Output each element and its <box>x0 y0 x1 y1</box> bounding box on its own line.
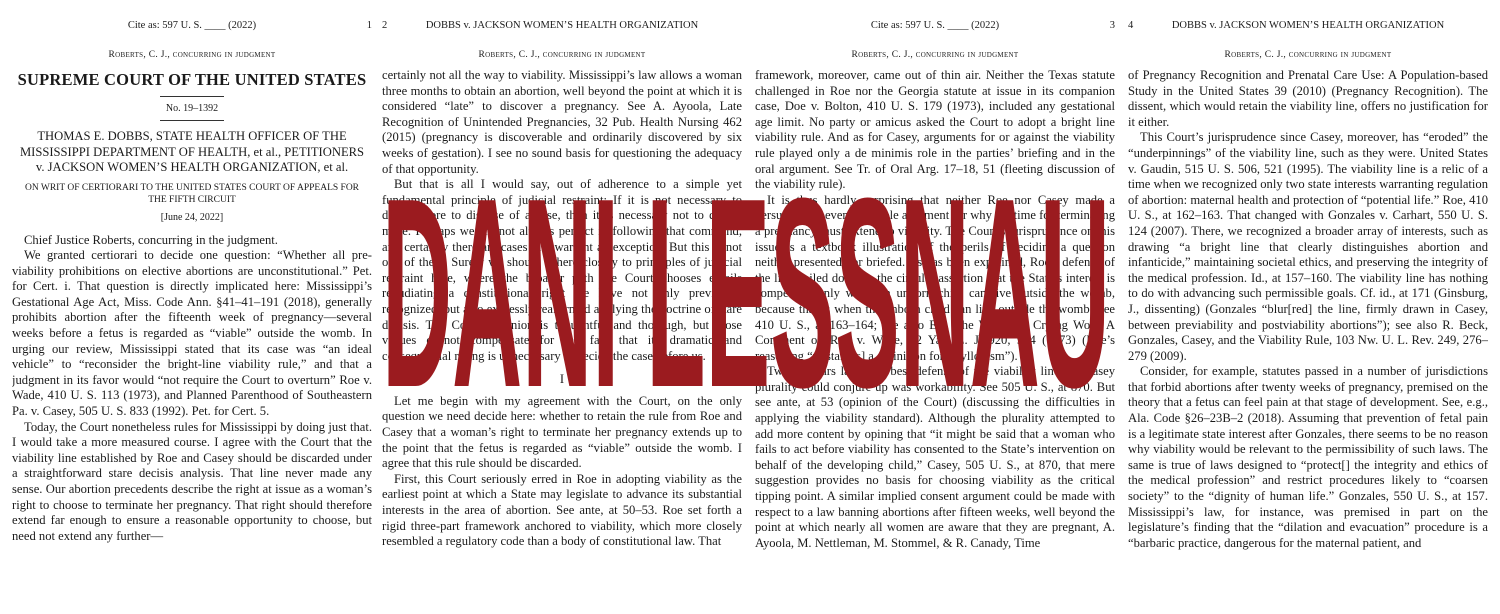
case-name-header: DOBBS v. JACKSON WOMEN’S HEALTH ORGANIZATION <box>1171 20 1445 31</box>
paragraph: Twenty years later, the best defense of the viability line the Casey plurality could conjure up was workability. See 505 U. S., at 870. But see ante, at 53 (opinion of the Court) (discussing the difficulties in applying the viability standard). Although the plurality attempted to add more content by opining that “it might be said that a woman who fails to act before viability has consented to the State’s intervention on behalf of the developing child,” Casey, 505 U. S., at 870, that mere suggestion provides no basis for choosing viability as the critical tipping point. A similar implied consent argument could be made with respect to a law banning abortions after fifteen weeks, well beyond the point at which nearly all women are aware that they are pregnant, A. Ayoola, M. Nettleman, M. Stommel, & R. Canady, Time <box>755 364 1115 550</box>
page-number: 4 <box>1128 20 1134 31</box>
paragraph: Chief Justice Roberts, concurring in the judgment. <box>24 232 278 247</box>
page-header <box>1128 20 1488 42</box>
concurrence-subheader: Roberts, C. J., concurring in judgment <box>1224 50 1392 60</box>
case-parties: THOMAS E. DOBBS, STATE HEALTH OFFICER OF THE MISSISSIPPI DEPARTMENT OF HEALTH, et al., PETITIONERS v. JACKSON WOMEN’S HEALTH ORGANIZATION, et al. <box>19 129 365 174</box>
paragraph: Today, the Court nonetheless rules for Mississippi by doing just that. I would take a more measured course. I agree with the Court that the viability line established by Roe and Casey should be discarded under a straightforward stare decisis analysis. That line never made any sense. Our abortion precedents describe the right at issue as a woman’s right to choose to terminate her pregnancy. That right should therefore extend far enough to ensure a reasonable opportunity to choose, but need not extend any further— <box>12 419 372 543</box>
page-number: 2 <box>382 20 388 31</box>
watermark-graphic <box>374 168 1118 408</box>
concurrence-subheader: Roberts, C. J., concurring in judgment <box>851 50 1019 60</box>
author-watermark <box>374 168 1118 408</box>
paragraph: certainly not all the way to viability. Mississippi’s law allows a woman three months to obtain an abortion, well beyond the point at which it is considered “late” to discover a pregnancy. See A. Ayoola, Late Recognition of Unintended Pregnancies, 32 Pub. Health Nursing 462 (2015) (pregnancy is discoverable and ordinarily discovered by six weeks of gestation). I see no sound basis for questioning the adequacy of that opportunity. <box>382 68 742 176</box>
paragraph: of Pregnancy Recognition and Prenatal Care Use: A Population-based Study in the United States 39 (2010) (Pregnancy Recognition). The dissent, which would retain the viability line, offers no justification for it either. <box>1128 68 1488 129</box>
court-title: SUPREME COURT OF THE UNITED STATES <box>17 70 367 89</box>
concurrence-subheader: Roberts, C. J., concurring in judgment <box>108 50 276 60</box>
page-body <box>1128 68 1488 551</box>
page-header <box>12 20 372 42</box>
paragraph: framework, moreover, came out of thin air. Neither the Texas statute challenged in Roe nor the Georgia statute at issue in its companion case, Doe v. Bolton, 410 U. S. 179 (1973), included any gestational age limit. No party or amicus asked the Court to adopt a bright line viability rule. And as for Casey, arguments for or against the viability rule played only a de minimis role in the parties’ briefing and in the oral argument. See Tr. of Oral Arg. 17–18, 51 (fleeting discussion of the viability rule). <box>755 68 1115 192</box>
paragraph: It is thus hardly surprising that neither Roe nor Casey made a persuasive or even colorable argument for why the time for terminating a pregnancy must extend to viability. The Court’s jurisprudence on this issue is a textbook illustration of the perils of deciding a question neither presented nor briefed. As has been explained, Roe’s defense of the line boiled down to the circular assertion that the State’s interest is compelling only when an unborn child can live outside the womb, because that is when the unborn child can live outside the womb. See 410 U. S., at 163–164; see also Ely, The Wages of Crying Wolf: A Comment on Roe v. Wade, 82 Yale L. J. 920, 924 (1973) (Roe’s reasoning “mistake[s] a definition for a syllogism”). <box>755 192 1115 363</box>
docket-number: No. 19–1392 <box>165 103 219 114</box>
paragraph: We granted certiorari to decide one question: “Whether all pre-viability prohibitions on elective abortions are unconstitutional.” Pet. for Cert. i. That question is directly implicated here: Mississippi’s Gestational Age Act, Miss. Code Ann. §41–41–191 (2018), generally prohibits abortion after the fifteenth week of pregnancy—several weeks before a fetus is regarded as “viable” outside the womb. In urging our review, Mississippi stated that its case was “an ideal vehicle” to “reconsider the bright-line viability rule,” and that a judgment in its favor would “not require the Court to overturn” Roe v. Wade, 410 U. S. 113 (1973), and Planned Parenthood of Southeastern Pa. v. Casey, 505 U. S. 833 (1992). Pet. for Cert. 5. <box>12 248 372 419</box>
case-name-header: DOBBS v. JACKSON WOMEN’S HEALTH ORGANIZATION <box>425 20 699 31</box>
paragraph: First, this Court seriously erred in Roe in adopting viability as the earliest point at which a State may legislate to advance its substantial interests in the area of abortion. See ante, at 50–53. Roe set forth a rigid three-part framework anchored to viability, which more closely resembled a regulatory code than a body of constitutional law. That <box>382 471 742 549</box>
concurrence-subheader: Roberts, C. J., concurring in judgment <box>478 50 646 60</box>
citation-header: Cite as: 597 U. S. ____ (2022) <box>870 20 1000 31</box>
watermark-text: DANI LESSNAU <box>382 168 1110 408</box>
writ-text: ON WRIT OF CERTIORARI TO THE UNITED STATES COURT OF APPEALS FOR THE FIFTH CIRCUIT <box>24 182 360 205</box>
divider <box>160 96 224 97</box>
page-body <box>12 233 372 545</box>
page-header <box>382 20 742 42</box>
decision-date: [June 24, 2022] <box>160 211 224 223</box>
section-heading: I <box>559 372 565 387</box>
page-number: 1 <box>366 20 372 31</box>
paragraph: Let me begin with my agreement with the Court, on the only question we need decide here: whether to retain the rule from Roe and Casey that a woman’s right to terminate her pregnancy extends up to the point that the fetus is regarded as “viable” outside the womb. I agree that this rule should be discarded. <box>382 393 742 471</box>
paragraph: This Court’s jurisprudence since Casey, moreover, has “eroded” the “underpinnings” of the viability line, such as they were. United States v. Gaudin, 515 U. S. 506, 521 (1995). The viability line is a relic of a time when we recognized only two state interests warranting regulation of abortion: maternal health and protection of “potential life.” Roe, 410 U. S., at 162–163. That changed with Gonzales v. Carhart, 550 U. S. 124 (2007). There, we recognized a broader array of interests, such as drawing “a bright line that clearly distinguishes abortion and infanticide,” maintaining societal ethics, and preserving the integrity of the medical profession. Id., at 157–160. The viability line has nothing to do with advancing such permissible goals. Cf. id., at 171 (Ginsburg, J., dissenting) (Gonzales “blur[red] the line, firmly drawn in Casey, between previability and postviability abortions”); see also R. Beck, Gonzales, Casey, and the Viability Rule, 103 Nw. U. L. Rev. 249, 276–279 (2009). <box>1128 130 1488 363</box>
citation-header: Cite as: 597 U. S. ____ (2022) <box>127 20 257 31</box>
paragraph: But that is all I would say, out of adherence to a simple yet fundamental principle of judicial restraint: If it is not necessary to decide more to dispose of a case, then it is necessary not to decide more. Perhaps we are not always perfect in following that command, and certainly there are cases that warrant an exception. But this is not one of them. Surely we should adhere closely to principles of judicial restraint here, where the broader path the Court chooses entails repudiating a constitutional right we have not only previously recognized, but also expressly reaffirmed applying the doctrine of stare decisis. The Court’s opinion is thoughtful and thorough, but those virtues cannot compensate for the fact that its dramatic and consequential ruling is unnecessary to decide the case before us. <box>382 177 742 363</box>
divider <box>160 120 224 121</box>
page-number: 3 <box>1109 20 1115 31</box>
page-header <box>755 20 1115 42</box>
paragraph: Consider, for example, statutes passed in a number of jurisdictions that forbid abortions after twenty weeks of pregnancy, premised on the theory that a fetus can feel pain at that stage of development. See, e.g., Ala. Code §26–23B–2 (2018). Assuming that prevention of fetal pain is a legitimate state interest after Gonzales, there seems to be no reason why viability would be relevant to the permissibility of such laws. The same is true of laws designed to “protect[] the integrity and ethics of the medical profession” and restrict procedures likely to “coarsen society” to the “dignity of human life.” Gonzales, 550 U. S., at 157. Mississippi’s law, for instance, was premised in part on the legislature’s finding that the “dilation and evacuation” procedure is a “barbaric practice, dangerous for the maternal patient, and <box>1128 364 1488 550</box>
opinion-page-4 <box>1128 0 1488 614</box>
opinion-page-1 <box>12 0 372 614</box>
